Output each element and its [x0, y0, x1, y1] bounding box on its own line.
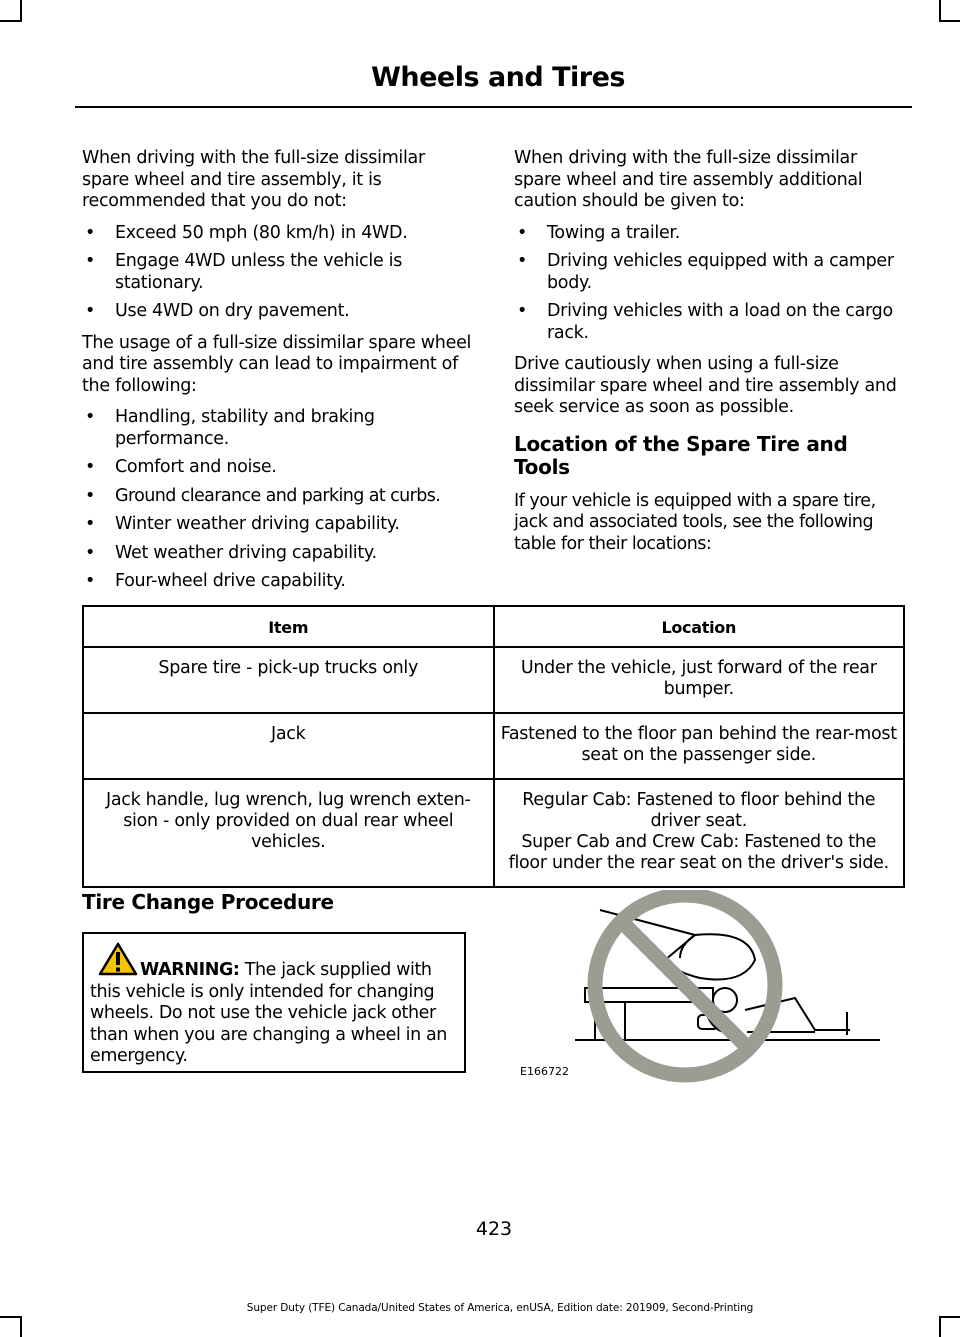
crop-mark: [939, 20, 960, 22]
warning-label: WARNING:: [140, 960, 240, 980]
crop-mark: [0, 1316, 22, 1318]
crop-mark: [20, 1316, 22, 1337]
column-header-item: Item: [83, 606, 494, 647]
table-row: [83, 779, 904, 887]
page-title: Wheels and Tires: [371, 62, 625, 93]
warning-triangle-icon: [98, 942, 138, 983]
right-column: [514, 148, 906, 565]
intro-paragraph: When driving with the full-size dissimilar spare wheel and tire assembly, it is recommended that you do not:: [82, 148, 425, 211]
page-number: 423: [475, 1218, 513, 1240]
table-cell-location: [494, 779, 905, 887]
list-item: • Four-wheel drive capability.: [85, 571, 346, 591]
table-cell-item: Spare tire - pick-up trucks only: [83, 647, 494, 713]
table-cell-item: Jack: [83, 713, 494, 779]
left-column: [82, 148, 474, 603]
list-item: • Handling, stability and braking performance.: [85, 407, 375, 449]
list-item: • Driving vehicles equipped with a camper body.: [517, 251, 894, 293]
list-item: • Engage 4WD unless the vehicle is stationary.: [85, 251, 403, 293]
location-line: Regular Cab: Fastened to floor behind the driver seat.: [522, 790, 876, 831]
impairment-list: [82, 407, 474, 593]
no-crawling-under-vehicle-illustration: [515, 890, 885, 1089]
section-heading-tire-change: Tire Change Procedure: [82, 890, 334, 914]
table-cell-location: Fastened to the floor pan behind the rear-most seat on the passenger side.: [494, 713, 905, 779]
column-header-location: Location: [494, 606, 905, 647]
prohibition-illustration: [515, 890, 885, 1085]
crop-mark: [20, 0, 22, 22]
crop-mark: [939, 1316, 960, 1318]
location-intro-paragraph: If your vehicle is equipped with a spare tire, jack and associated tools, see the following table for their locations:: [514, 490, 876, 554]
list-item: • Use 4WD on dry pavement.: [85, 301, 350, 321]
drive-cautiously-paragraph: Drive cautiously when using a full-size dissimilar spare wheel and tire assembly and seek service as soon as possible.: [514, 354, 897, 417]
table-header-row: [83, 606, 904, 647]
table-cell-item: Jack handle, lug wrench, lug wrench exten-sion - only provided on dual rear wheel vehicles.: [83, 779, 494, 887]
location-table: [82, 605, 905, 888]
crop-mark: [939, 0, 941, 22]
section-heading-location: Location of the Spare Tire and Tools: [514, 431, 848, 479]
warning-box: [82, 932, 466, 1073]
table-row: [83, 713, 904, 779]
list-item: • Comfort and noise.: [85, 457, 277, 477]
crop-mark: [0, 20, 22, 22]
caution-paragraph: When driving with the full-size dissimilar spare wheel and tire assembly additional caution should be given to:: [514, 148, 863, 211]
list-item: • Wet weather driving capability.: [85, 542, 377, 563]
list-item: • Exceed 50 mph (80 km/h) in 4WD.: [85, 222, 408, 243]
table-row: [83, 647, 904, 713]
header-divider: [75, 106, 912, 108]
do-not-list: [82, 223, 474, 323]
list-item: • Winter weather driving capability.: [85, 514, 400, 534]
list-item: • Driving vehicles with a load on the cargo rack.: [517, 301, 893, 343]
list-item: • Ground clearance and parking at curbs.: [85, 485, 441, 506]
caution-list: [514, 223, 906, 345]
warning-text: The jack supplied with this vehicle is only intended for changing wheels. Do not use the vehicle jack other than when you are changing a wheel in an emergency.: [90, 960, 447, 1066]
impairment-paragraph: The usage of a full-size dissimilar spare wheel and tire assembly can lead to impairment of the following:: [82, 332, 472, 396]
list-item: • Towing a trailer.: [517, 222, 680, 243]
footer-edition: Super Duty (TFE) Canada/United States of America, enUSA, Edition date: 201909, Second-Printing: [246, 1302, 754, 1314]
crop-mark: [939, 1316, 941, 1337]
location-line: Super Cab and Crew Cab: Fastened to the floor under the rear seat on the driver's side.: [508, 832, 889, 873]
image-code-label: E166722: [520, 1065, 569, 1078]
table-cell-location: Under the vehicle, just forward of the rear bumper.: [494, 647, 905, 713]
